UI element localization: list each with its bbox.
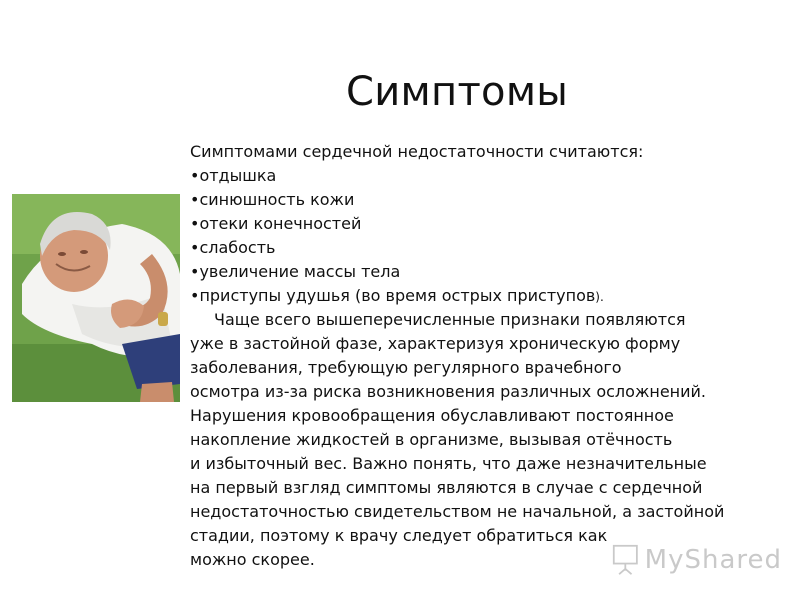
symptom-tail: ). <box>595 290 604 304</box>
symptom-item <box>190 236 604 260</box>
bullet-glyph: • <box>190 214 200 233</box>
symptom-text: отеки конечностей <box>199 214 362 233</box>
symptom-item <box>190 284 604 309</box>
paragraph-line: осмотра из-за риска возникновения различных осложнений. <box>190 382 706 401</box>
symptom-item <box>190 212 604 236</box>
paragraph-line: можно скорее. <box>190 550 315 569</box>
paragraph-line: на первый взгляд симптомы являются в случае с сердечной <box>190 478 703 497</box>
symptom-text: приступы удушья (во время острых приступов <box>199 286 596 305</box>
paragraph-line: накопление жидкостей в организме, вызывая отёчность <box>190 430 673 449</box>
paragraph-line: уже в застойной фазе, характеризуя хроническую форму <box>190 334 681 353</box>
bullet-glyph: • <box>190 238 200 257</box>
paragraph-line: Нарушения кровообращения обуславливают постоянное <box>190 406 674 425</box>
bullet-glyph: • <box>190 286 200 305</box>
symptom-item <box>190 260 604 284</box>
slide-title: Симптомы <box>346 69 569 115</box>
description-paragraph <box>190 308 800 572</box>
symptom-text: синюшность кожи <box>199 190 355 209</box>
symptom-text: отдышка <box>199 166 277 185</box>
symptom-list <box>190 164 604 309</box>
intro-text: Симптомами сердечной недостаточности считаются: <box>190 142 644 161</box>
symptom-item <box>190 164 604 188</box>
symptom-item <box>190 188 604 212</box>
watermark-text: MyShared <box>644 545 782 575</box>
paragraph-line: недостаточностью свидетельством не начальной, а застойной <box>190 502 725 521</box>
paragraph-line: Чаще всего вышеперечисленные признаки появляются <box>214 310 686 329</box>
bullet-glyph: • <box>190 166 200 185</box>
paragraph-line: и избыточный вес. Важно понять, что даже незначительные <box>190 454 707 473</box>
paragraph-line: стадии, поэтому к врачу следует обратиться как <box>190 526 608 545</box>
symptom-text: увеличение массы тела <box>199 262 401 281</box>
bullet-glyph: • <box>190 190 200 209</box>
paragraph-line: заболевания, требующую регулярного врачебного <box>190 358 622 377</box>
photo-illustration <box>12 194 180 402</box>
bullet-glyph: • <box>190 262 200 281</box>
photo-man-chest-pain <box>12 194 180 402</box>
symptom-text: слабость <box>199 238 276 257</box>
